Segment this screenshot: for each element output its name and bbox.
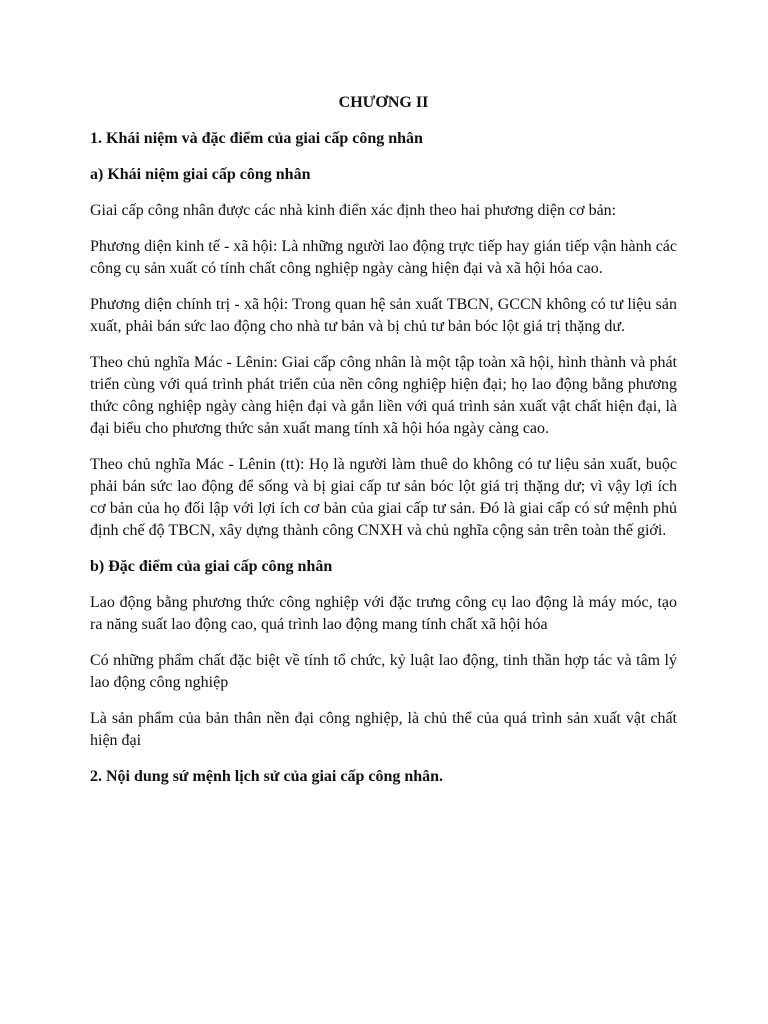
paragraph: Phương diện chính trị - xã hội: Trong quan hệ sản xuất TBCN, GCCN không có tư liệu sản xuất, phải bán sức lao động cho nhà tư bản và bị chủ tư bản bóc lột giá trị thặng dư. xyxy=(90,296,677,335)
chapter-title: CHƯƠNG II xyxy=(338,94,429,111)
subsection-a-heading: a) Khái niệm giai cấp công nhân xyxy=(90,166,311,183)
section-2-heading: 2. Nội dung sứ mệnh lịch sử của giai cấp công nhân. xyxy=(90,768,444,785)
subsection-b-heading: b) Đặc điểm của giai cấp công nhân xyxy=(90,558,333,575)
paragraph: Theo chủ nghĩa Mác - Lênin (tt): Họ là người làm thuê do không có tư liệu sản xuất, buộc phải bán sức lao động để sống và bị giai cấp tư sản bóc lột giá trị thặng dư; vì vậy lợi ích cơ bản của họ đối lập với lợi ích cơ bản của giai cấp tư sản. Đó là giai cấp có sứ mệnh phủ định chế độ TBCN, xây dựng thành công CNXH và chủ nghĩa cộng sản trên toàn thế giới. xyxy=(90,456,677,539)
paragraph: Lao động bằng phương thức công nghiệp với đặc trưng công cụ lao động là máy móc, tạo ra năng suất lao động cao, quá trình lao động mang tính chất xã hội hóa xyxy=(90,594,677,633)
section-1-heading: 1. Khái niệm và đặc điểm của giai cấp công nhân xyxy=(90,130,423,147)
paragraph: Theo chủ nghĩa Mác - Lênin: Giai cấp công nhân là một tập toàn xã hội, hình thành và phát triển cùng với quá trình phát triển của nền công nghiệp hiện đại; họ lao động bằng phương thức công nghiệp ngày càng hiện đại và gắn liền với quá trình sản xuất vật chất hiện đại, là đại biểu cho phương thức sản xuất mang tính xã hội hóa ngày càng cao. xyxy=(90,354,677,437)
paragraph: Có những phẩm chất đặc biệt về tính tổ chức, kỷ luật lao động, tinh thần hợp tác và tâm lý lao động công nghiệp xyxy=(90,652,677,691)
paragraph: Là sản phẩm của bản thân nền đại công nghiệp, là chủ thể của quá trình sản xuất vật chất hiện đại xyxy=(90,710,677,749)
document-page xyxy=(90,92,677,802)
paragraph: Phương diện kinh tế - xã hội: Là những người lao động trực tiếp hay gián tiếp vận hành các công cụ sản xuất có tính chất công nghiệp ngày càng hiện đại và xã hội hóa cao. xyxy=(90,238,677,277)
paragraph: Giai cấp công nhân được các nhà kinh điển xác định theo hai phương diện cơ bản: xyxy=(90,202,617,219)
